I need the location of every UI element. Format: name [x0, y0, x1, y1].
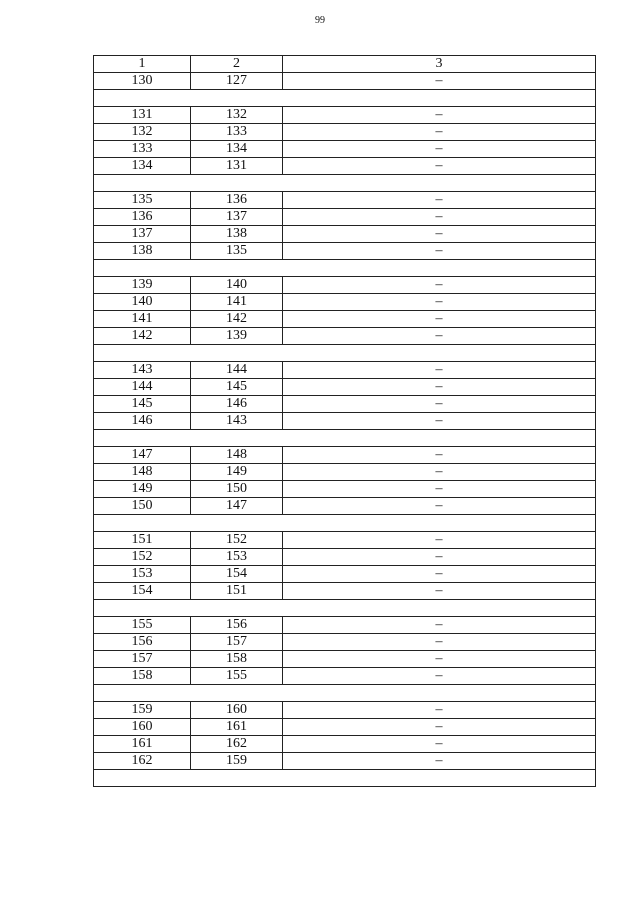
table-row: [94, 362, 596, 379]
separator-cell: [94, 600, 596, 617]
table-cell-col-2: 149: [191, 464, 283, 481]
table-row: [94, 328, 596, 345]
separator-row: [94, 90, 596, 107]
separator-row: [94, 430, 596, 447]
table-cell-col-2: 161: [191, 719, 283, 736]
table-cell-col-2: 140: [191, 277, 283, 294]
table-cell-col-3: –: [283, 566, 596, 583]
table-cell-col-1: 147: [94, 447, 191, 464]
separator-cell: [94, 770, 596, 787]
separator-row: [94, 345, 596, 362]
table-cell-col-2: 145: [191, 379, 283, 396]
table-cell-col-3: –: [283, 668, 596, 685]
table-cell-col-1: 160: [94, 719, 191, 736]
table-cell-col-3: –: [283, 617, 596, 634]
table-cell-col-1: 154: [94, 583, 191, 600]
table-cell-col-2: 134: [191, 141, 283, 158]
table-cell-col-2: 158: [191, 651, 283, 668]
table-cell-col-1: 138: [94, 243, 191, 260]
table-cell-col-1: 144: [94, 379, 191, 396]
table-cell-col-3: –: [283, 498, 596, 515]
table-cell-col-3: –: [283, 192, 596, 209]
table-cell-col-2: 136: [191, 192, 283, 209]
table-cell-col-1: 158: [94, 668, 191, 685]
table-cell-col-3: –: [283, 226, 596, 243]
table-row: [94, 719, 596, 736]
table-cell-col-1: 137: [94, 226, 191, 243]
table-row: [94, 107, 596, 124]
table-cell-col-1: 161: [94, 736, 191, 753]
table-row: [94, 124, 596, 141]
table-cell-col-2: 146: [191, 396, 283, 413]
table-cell-col-1: 152: [94, 549, 191, 566]
separator-row: [94, 770, 596, 787]
table-row: [94, 243, 596, 260]
table-cell-col-1: 134: [94, 158, 191, 175]
separator-cell: [94, 430, 596, 447]
table-row: [94, 73, 596, 90]
data-table: [93, 55, 596, 787]
table-cell-col-3: –: [283, 702, 596, 719]
table-cell-col-1: 139: [94, 277, 191, 294]
table-cell-col-2: 155: [191, 668, 283, 685]
table-cell-col-1: 157: [94, 651, 191, 668]
table-cell-col-3: –: [283, 464, 596, 481]
table-cell-col-3: –: [283, 107, 596, 124]
table-cell-col-2: 153: [191, 549, 283, 566]
table-row: [94, 311, 596, 328]
table-cell-col-1: 130: [94, 73, 191, 90]
table-cell-col-1: 149: [94, 481, 191, 498]
table-cell-col-1: 143: [94, 362, 191, 379]
table-cell-col-3: –: [283, 753, 596, 770]
table-cell-col-1: 151: [94, 532, 191, 549]
table-cell-col-1: 159: [94, 702, 191, 719]
table-header: [94, 56, 596, 73]
table-cell-col-2: 148: [191, 447, 283, 464]
table-cell-col-2: 157: [191, 634, 283, 651]
table-row: [94, 566, 596, 583]
table-row: [94, 396, 596, 413]
separator-cell: [94, 90, 596, 107]
table-row: [94, 702, 596, 719]
separator-row: [94, 685, 596, 702]
table-cell-col-3: –: [283, 736, 596, 753]
table-cell-col-3: –: [283, 141, 596, 158]
table-cell-col-1: 145: [94, 396, 191, 413]
table-cell-col-1: 133: [94, 141, 191, 158]
table-cell-col-3: –: [283, 634, 596, 651]
table-cell-col-3: –: [283, 311, 596, 328]
table-row: [94, 498, 596, 515]
table-cell-col-2: 159: [191, 753, 283, 770]
table-cell-col-1: 141: [94, 311, 191, 328]
separator-cell: [94, 175, 596, 192]
table-cell-col-2: 154: [191, 566, 283, 583]
table-cell-col-3: –: [283, 362, 596, 379]
table-cell-col-1: 148: [94, 464, 191, 481]
table-row: [94, 481, 596, 498]
separator-cell: [94, 515, 596, 532]
table-cell-col-2: 141: [191, 294, 283, 311]
table-cell-col-1: 155: [94, 617, 191, 634]
table-cell-col-3: –: [283, 532, 596, 549]
table-cell-col-1: 146: [94, 413, 191, 430]
table-cell-col-2: 150: [191, 481, 283, 498]
table-row: [94, 668, 596, 685]
table-row: [94, 294, 596, 311]
table-cell-col-3: –: [283, 277, 596, 294]
table-cell-col-2: 138: [191, 226, 283, 243]
table-cell-col-3: –: [283, 328, 596, 345]
table-row: [94, 379, 596, 396]
table-cell-col-2: 132: [191, 107, 283, 124]
table-cell-col-3: –: [283, 73, 596, 90]
table-cell-col-2: 144: [191, 362, 283, 379]
table-cell-col-1: 142: [94, 328, 191, 345]
table-cell-col-1: 150: [94, 498, 191, 515]
table-cell-col-3: –: [283, 447, 596, 464]
table-cell-col-2: 131: [191, 158, 283, 175]
table-cell-col-3: –: [283, 651, 596, 668]
column-header-2: 2: [191, 56, 283, 73]
table-cell-col-1: 153: [94, 566, 191, 583]
table-row: [94, 226, 596, 243]
table-row: [94, 209, 596, 226]
table-row: [94, 583, 596, 600]
table-cell-col-2: 147: [191, 498, 283, 515]
table-cell-col-3: –: [283, 379, 596, 396]
table-cell-col-1: 156: [94, 634, 191, 651]
table-row: [94, 447, 596, 464]
table-cell-col-2: 143: [191, 413, 283, 430]
header-row: [94, 56, 596, 73]
table-row: [94, 413, 596, 430]
separator-row: [94, 515, 596, 532]
table-cell-col-3: –: [283, 294, 596, 311]
separator-cell: [94, 345, 596, 362]
table-cell-col-2: 162: [191, 736, 283, 753]
table-row: [94, 651, 596, 668]
table-body: [94, 73, 596, 787]
table-cell-col-3: –: [283, 549, 596, 566]
separator-cell: [94, 685, 596, 702]
table-cell-col-1: 135: [94, 192, 191, 209]
table-row: [94, 634, 596, 651]
table-cell-col-2: 142: [191, 311, 283, 328]
table-cell-col-1: 140: [94, 294, 191, 311]
table-cell-col-1: 131: [94, 107, 191, 124]
table-row: [94, 141, 596, 158]
table-row: [94, 464, 596, 481]
table-cell-col-3: –: [283, 481, 596, 498]
table-cell-col-1: 136: [94, 209, 191, 226]
table-cell-col-2: 156: [191, 617, 283, 634]
table-cell-col-3: –: [283, 158, 596, 175]
table-row: [94, 753, 596, 770]
table-cell-col-3: –: [283, 413, 596, 430]
table-row: [94, 192, 596, 209]
table-cell-col-3: –: [283, 583, 596, 600]
table-cell-col-3: –: [283, 124, 596, 141]
page-number: 99: [315, 15, 325, 26]
table-row: [94, 158, 596, 175]
table-cell-col-3: –: [283, 396, 596, 413]
table-cell-col-2: 133: [191, 124, 283, 141]
table-container: [93, 55, 596, 787]
column-header-3: 3: [283, 56, 596, 73]
table-cell-col-3: –: [283, 209, 596, 226]
column-header-1: 1: [94, 56, 191, 73]
table-cell-col-2: 139: [191, 328, 283, 345]
table-cell-col-1: 132: [94, 124, 191, 141]
table-cell-col-2: 137: [191, 209, 283, 226]
table-cell-col-2: 152: [191, 532, 283, 549]
table-cell-col-1: 162: [94, 753, 191, 770]
table-cell-col-3: –: [283, 243, 596, 260]
separator-row: [94, 175, 596, 192]
table-row: [94, 549, 596, 566]
table-row: [94, 736, 596, 753]
table-cell-col-2: 127: [191, 73, 283, 90]
separator-cell: [94, 260, 596, 277]
table-cell-col-2: 151: [191, 583, 283, 600]
table-cell-col-2: 160: [191, 702, 283, 719]
table-cell-col-3: –: [283, 719, 596, 736]
table-row: [94, 532, 596, 549]
table-row: [94, 277, 596, 294]
table-row: [94, 617, 596, 634]
table-cell-col-2: 135: [191, 243, 283, 260]
separator-row: [94, 260, 596, 277]
separator-row: [94, 600, 596, 617]
